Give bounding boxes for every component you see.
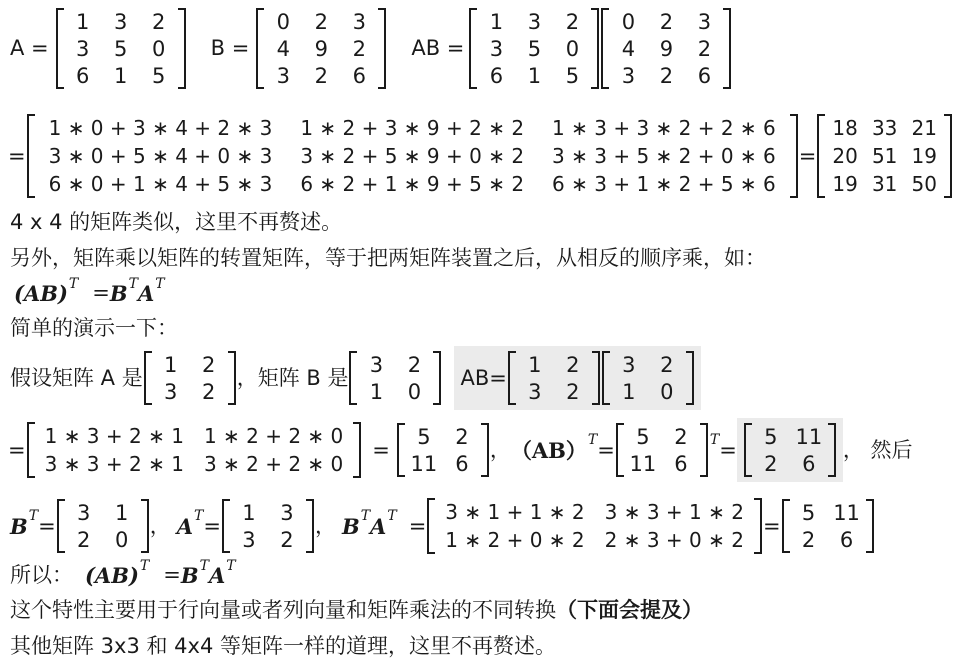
- equals-sign: =: [8, 143, 26, 168]
- assume-prefix: 假设矩阵 A 是: [10, 365, 143, 390]
- matrix-row: [405, 423, 481, 450]
- matrix-cell: 3: [369, 352, 384, 377]
- matrix-row: [35, 422, 354, 450]
- matrix-b-2x2: [349, 351, 441, 405]
- matrix-cell: 20: [832, 144, 858, 168]
- matrix-cell: 3: [697, 9, 712, 34]
- matrix-cell: 1: [489, 9, 504, 34]
- matrix-cell: 6: [802, 451, 816, 476]
- matrix-cell: 3: [527, 9, 542, 34]
- matrix-cell: 3: [489, 36, 504, 61]
- matrix-result-2x2: [782, 499, 874, 553]
- matrix-a: [56, 8, 186, 89]
- equals-sign: =: [719, 437, 737, 462]
- matrix-cell: 19: [832, 172, 858, 196]
- matrix-row: [790, 526, 866, 553]
- formula-a: A: [137, 281, 155, 306]
- matrix-cell: 1: [164, 352, 178, 377]
- matrix-cell: 1: [75, 9, 90, 34]
- matrix-row: [624, 423, 700, 450]
- matrix-cell: 6: [489, 63, 504, 88]
- matrix-row: [516, 378, 592, 405]
- matrix-expanded: [27, 114, 798, 198]
- equals-sign: =: [597, 437, 615, 462]
- matrix-cell: 2: [407, 352, 422, 377]
- matrix-row: [65, 526, 141, 553]
- text-4x4: 4 x 4 的矩阵类似，这里不再赘述。: [10, 210, 343, 234]
- row-property: [10, 600, 703, 621]
- matrix-cell: 6 ∗ 3 + 1 ∗ 2 + 5 ∗ 6: [552, 172, 776, 196]
- matrix-cell: 2: [77, 527, 91, 552]
- formula-transpose: [14, 275, 165, 306]
- matrix-cell: 3: [352, 9, 367, 34]
- matrix-row: [357, 378, 433, 405]
- matrix-cell: 5: [527, 36, 542, 61]
- formula-lhs: (AB): [85, 563, 139, 588]
- matrix-cell: 1 ∗ 2 + 0 ∗ 2: [445, 528, 585, 552]
- matrix-row: [230, 526, 306, 553]
- matrix-product: [397, 423, 489, 477]
- btat-a: A: [370, 513, 387, 539]
- matrix-cell: 5: [417, 424, 431, 449]
- matrix-cell: 0: [660, 379, 674, 404]
- matrix-row: [35, 114, 790, 142]
- matrix-row: [64, 62, 178, 89]
- matrix-cell: 2: [202, 379, 216, 404]
- matrix-result: [817, 114, 952, 198]
- text-so: 所以：: [10, 563, 73, 587]
- text-property: 这个特性主要用于行向量或者列向量和矩阵乘法的不同转换: [10, 598, 556, 622]
- matrix-cell: 2 ∗ 3 + 0 ∗ 2: [604, 528, 744, 552]
- matrix-cell: 9: [314, 36, 329, 61]
- equals-sign: =: [372, 437, 390, 462]
- matrix-cell: 2: [280, 527, 294, 552]
- separator: ，: [489, 437, 511, 462]
- matrix-cell: 3: [77, 500, 91, 525]
- matrix-b: [256, 8, 386, 89]
- matrix-cell: 6: [839, 527, 854, 552]
- row-expanded-product: [8, 114, 953, 198]
- sup-t: T: [387, 508, 397, 524]
- matrix-row: [435, 526, 754, 554]
- equals-sign: =: [762, 513, 781, 538]
- btat-b: B: [341, 513, 360, 539]
- equals-sign: =: [798, 143, 817, 168]
- matrix-row: [609, 62, 723, 89]
- matrix-cell: 4: [276, 36, 291, 61]
- matrix-cell: 5: [636, 424, 650, 449]
- matrix-row: [264, 35, 378, 62]
- matrix-row: [609, 35, 723, 62]
- row-product-step: [8, 418, 913, 482]
- matrix-row: [65, 499, 141, 526]
- matrix-cell: 6: [352, 63, 367, 88]
- matrix-row: [825, 170, 944, 198]
- matrix-cell: 1: [528, 352, 542, 377]
- matrix-cell: 11: [410, 451, 438, 476]
- equals-sign: =: [8, 437, 26, 462]
- matrix-cell: 11: [629, 451, 657, 476]
- matrix-row: [264, 62, 378, 89]
- matrix-cell: 3: [164, 379, 178, 404]
- matrix-cell: 3 ∗ 3 + 1 ∗ 2: [604, 500, 744, 524]
- matrix-cell: 18: [832, 116, 858, 140]
- matrix-row: [264, 8, 378, 35]
- matrix-cell: 2: [566, 379, 580, 404]
- text-property-bold: （下面会提及）: [556, 598, 703, 622]
- matrix-row: [609, 8, 723, 35]
- matrix-product-again: [616, 423, 708, 477]
- matrix-a-factor-2x2: [508, 351, 600, 405]
- text-other: 其他矩阵 3x3 和 4x4 等矩阵一样的道理，这里不再赘述。: [10, 634, 556, 658]
- matrix-cell: 2: [455, 424, 469, 449]
- matrix-cell: 3: [621, 63, 636, 88]
- matrix-cell: 2: [697, 36, 712, 61]
- matrix-row: [790, 499, 866, 526]
- matrix-cell: 6: [674, 451, 688, 476]
- matrix-cell: 6: [455, 451, 469, 476]
- matrix-cell: 3 ∗ 2 + 2 ∗ 0: [203, 452, 344, 476]
- matrix-row: [35, 170, 790, 198]
- matrix-cell: 1: [622, 379, 636, 404]
- matrix-cell: 1: [242, 500, 256, 525]
- matrix-cell: 31: [871, 172, 898, 196]
- row-matrix-definitions: [10, 8, 732, 89]
- matrix-cell: 50: [911, 172, 937, 196]
- matrix-cell: 1: [113, 63, 128, 88]
- matrix-cell: 3: [75, 36, 90, 61]
- text-demo: 简单的演示一下：: [10, 316, 178, 340]
- matrix-cell: 3 ∗ 3 + 5 ∗ 2 + 0 ∗ 6: [552, 144, 776, 168]
- formula-eq: =: [92, 281, 110, 305]
- sup-t: T: [360, 508, 371, 524]
- matrix-cell: 33: [871, 116, 898, 140]
- label-ab: AB =: [411, 36, 465, 60]
- matrix-row: [610, 351, 686, 378]
- matrix-cell: 2: [801, 527, 816, 552]
- matrix-cell: 3 ∗ 2 + 5 ∗ 9 + 0 ∗ 2: [300, 144, 525, 168]
- matrix-cell: 3: [242, 527, 256, 552]
- matrix-cell: 5: [801, 500, 816, 525]
- matrix-cell: 1: [115, 500, 129, 525]
- matrix-cell: 3: [528, 379, 542, 404]
- text-transpose-rule: 另外，矩阵乘以矩阵的转置矩阵，等于把两矩阵装置之后，从相反的顺序乘，如：: [10, 246, 766, 270]
- matrix-cell: 1 ∗ 0 + 3 ∗ 4 + 2 ∗ 3: [48, 116, 273, 140]
- matrix-row: [230, 499, 306, 526]
- matrix-cell: 2: [566, 352, 580, 377]
- highlight-transposed: [737, 418, 843, 482]
- formula-eq: =: [163, 563, 181, 587]
- matrix-cell: 1 ∗ 3 + 2 ∗ 1: [44, 424, 184, 448]
- formula-sup: T: [139, 557, 150, 574]
- ab-paren: （AB）: [510, 437, 587, 463]
- matrix-cell: 2: [674, 424, 688, 449]
- matrix-cell: 6 ∗ 0 + 1 ∗ 4 + 5 ∗ 3: [48, 172, 273, 196]
- matrix-cell: 1 ∗ 2 + 3 ∗ 9 + 2 ∗ 2: [300, 116, 525, 140]
- label-ab: AB=: [460, 365, 507, 390]
- matrix-cell: 0: [621, 9, 636, 34]
- formula-lhs: (AB): [14, 281, 68, 306]
- matrix-row: [35, 142, 790, 170]
- matrix-b-factor: [601, 8, 731, 89]
- matrix-at: [222, 499, 314, 553]
- matrix-bt: [57, 499, 149, 553]
- row-assume: [10, 346, 701, 410]
- sup-t: T: [194, 508, 204, 524]
- matrix-cell: 19: [911, 144, 937, 168]
- matrix-expanded-transpose: [427, 498, 762, 554]
- matrix-cell: 1 ∗ 3 + 3 ∗ 2 + 2 ∗ 6: [552, 116, 776, 140]
- matrix-cell: 2: [314, 9, 329, 34]
- matrix-cell: 9: [659, 36, 674, 61]
- matrix-cell: 5: [113, 36, 128, 61]
- matrix-cell: 11: [795, 424, 823, 449]
- bt-label: B: [10, 513, 28, 539]
- matrix-cell: 1: [369, 379, 384, 404]
- formula-sup: T: [155, 275, 165, 292]
- matrix-cell: 0: [565, 36, 580, 61]
- sup-t: T: [709, 432, 720, 448]
- matrix-row: [825, 142, 944, 170]
- label-b: B =: [210, 36, 250, 60]
- separator: ，: [314, 513, 336, 538]
- assume-mid: ，矩阵 B 是: [236, 365, 349, 390]
- matrix-cell: 1: [527, 63, 542, 88]
- matrix-cell: 0: [151, 36, 166, 61]
- formula-sup: T: [226, 557, 236, 574]
- matrix-cell: 21: [911, 116, 937, 140]
- highlight-ab: [454, 346, 700, 410]
- matrix-cell: 2: [660, 352, 674, 377]
- matrix-row: [357, 351, 433, 378]
- matrix-cell: 2: [352, 36, 367, 61]
- equals-sign: =: [203, 513, 221, 538]
- matrix-cell: 11: [833, 500, 860, 525]
- matrix-cell: 5: [764, 424, 778, 449]
- matrix-row: [35, 450, 354, 478]
- matrix-row: [516, 351, 592, 378]
- step-suffix: ， 然后: [842, 437, 913, 462]
- matrix-row: [624, 450, 700, 477]
- matrix-a-2x2: [144, 351, 236, 405]
- matrix-cell: 2: [659, 9, 674, 34]
- formula-b: B: [180, 563, 199, 588]
- matrix-cell: 0: [115, 527, 129, 552]
- matrix-row: [477, 62, 591, 89]
- matrix-row: [405, 450, 481, 477]
- formula-sup: T: [199, 557, 209, 574]
- matrix-row: [477, 35, 591, 62]
- matrix-cell: 51: [871, 144, 898, 168]
- matrix-cell: 3: [276, 63, 291, 88]
- matrix-cell: 5: [565, 63, 580, 88]
- label-a: A =: [10, 36, 49, 60]
- matrix-row: [152, 378, 228, 405]
- matrix-row: [477, 8, 591, 35]
- row-transpose-product: [10, 498, 875, 554]
- matrix-row: [64, 8, 178, 35]
- sup-t: T: [28, 508, 39, 524]
- row-conclusion: [10, 557, 236, 588]
- matrix-cell: 2: [565, 9, 580, 34]
- matrix-cell: 2: [764, 451, 778, 476]
- matrix-cell: 6: [697, 63, 712, 88]
- matrix-cell: 6: [75, 63, 90, 88]
- formula-a: A: [208, 563, 226, 588]
- matrix-cell: 2: [202, 352, 216, 377]
- matrix-cell: 2: [659, 63, 674, 88]
- matrix-a-factor: [469, 8, 599, 89]
- matrix-cell: 5: [151, 63, 166, 88]
- matrix-row: [752, 450, 828, 477]
- matrix-row: [825, 114, 944, 142]
- formula-sup: T: [128, 275, 138, 292]
- matrix-row: [435, 498, 754, 526]
- formula-sup: T: [68, 275, 79, 292]
- matrix-cell: 4: [621, 36, 636, 61]
- matrix-row: [610, 378, 686, 405]
- matrix-row: [752, 423, 828, 450]
- matrix-cell: 3: [622, 352, 636, 377]
- matrix-cell: 3 ∗ 1 + 1 ∗ 2: [445, 500, 585, 524]
- matrix-cell: 2: [314, 63, 329, 88]
- matrix-cell: 2: [151, 9, 166, 34]
- matrix-cell: 3: [113, 9, 128, 34]
- matrix-cell: 0: [407, 379, 422, 404]
- matrix-cell: 3: [280, 500, 294, 525]
- matrix-row: [152, 351, 228, 378]
- matrix-cell: 3 ∗ 0 + 5 ∗ 4 + 0 ∗ 3: [48, 144, 273, 168]
- equals-sign: =: [408, 513, 427, 538]
- sup-t: T: [587, 432, 598, 448]
- matrix-expanded-2x2: [27, 422, 362, 478]
- separator: ，: [149, 513, 171, 538]
- matrix-cell: 1 ∗ 2 + 2 ∗ 0: [203, 424, 344, 448]
- matrix-row: [64, 35, 178, 62]
- matrix-b-factor-2x2: [602, 351, 694, 405]
- formula-b: B: [109, 281, 128, 306]
- matrix-cell: 6 ∗ 2 + 1 ∗ 9 + 5 ∗ 2: [300, 172, 525, 196]
- matrix-cell: 3 ∗ 3 + 2 ∗ 1: [44, 452, 184, 476]
- equals-sign: =: [38, 513, 56, 538]
- matrix-cell: 0: [276, 9, 291, 34]
- matrix-transposed: [744, 423, 836, 477]
- at-label: A: [176, 513, 193, 539]
